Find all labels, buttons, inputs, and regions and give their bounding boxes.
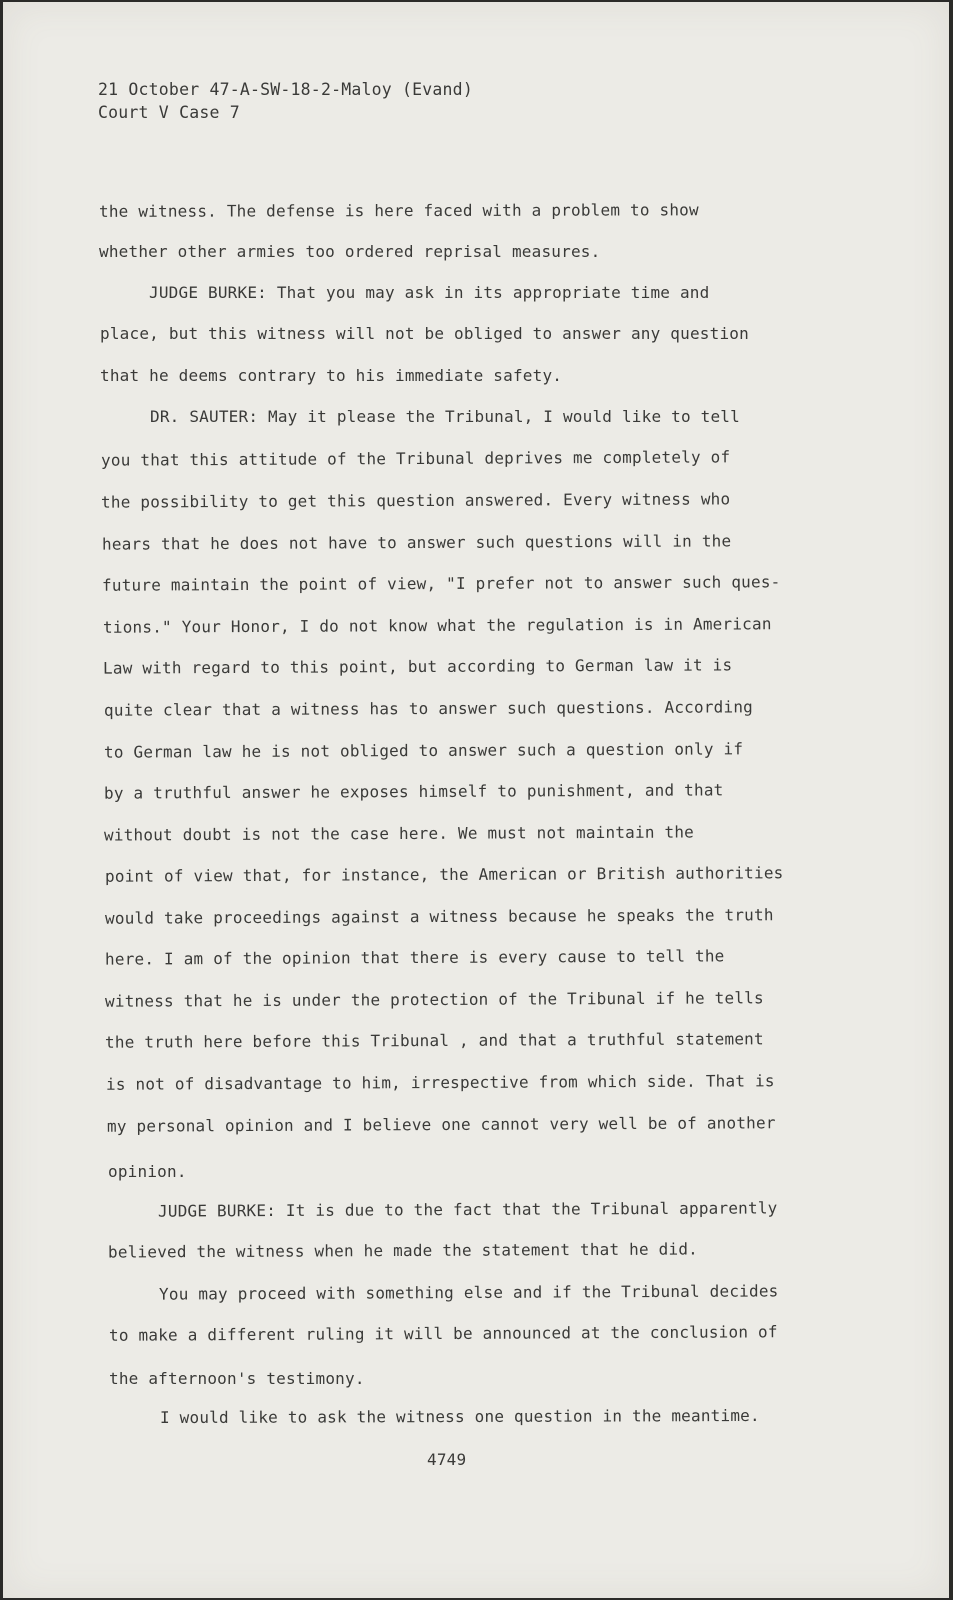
text-line-25: JUDGE BURKE: It is due to the fact that the Tribunal apparently [157, 1198, 778, 1221]
text-line-22: is not of disadvantage to him, irrespective from which side. That is [105, 1071, 775, 1094]
text-line-3: JUDGE BURKE: That you may ask in its appropriate time and [149, 283, 710, 302]
text-line-5: that he deems contrary to his immediate safety. [100, 366, 563, 385]
text-line-13: quite clear that a witness has to answer such questions. According [103, 697, 754, 720]
text-line-19: here. I am of the opinion that there is every cause to tell the [104, 946, 725, 969]
text-line-2: whether other armies too ordered reprisal measures. [99, 242, 601, 261]
text-line-16: without doubt is not the case here. We must not maintain the [103, 822, 695, 845]
text-line-1: the witness. The defense is here faced with a problem to show [98, 200, 699, 221]
text-line-15: by a truthful answer he exposes himself to punishment, and that [103, 780, 724, 803]
text-line-30: I would like to ask the witness one question in the meantime. [159, 1405, 760, 1428]
text-line-28: to make a different ruling it will be announced at the conclusion of [108, 1322, 778, 1345]
text-line-8: the possibility to get this question answered. Every witness who [100, 489, 731, 512]
header-court-case: Court V Case 7 [98, 103, 240, 122]
text-line-7: you that this attitude of the Tribunal deprives me completely of [100, 447, 731, 470]
text-line-21: the truth here before this Tribunal , and that a truthful statement [104, 1029, 764, 1052]
text-line-12: Law with regard to this point, but according to German law it is [102, 655, 733, 678]
text-line-9: hears that he does not have to answer such questions will in the [101, 531, 732, 554]
text-line-24: opinion. [108, 1162, 187, 1181]
document-page [3, 2, 949, 1598]
page-number: 4749 [427, 1450, 467, 1469]
text-line-26: believed the witness when he made the statement that he did. [107, 1239, 699, 1262]
text-line-14: to German law he is not obliged to answer such a question only if [103, 739, 744, 762]
text-line-17: point of view that, for instance, the American or British authorities [104, 863, 784, 886]
text-line-4: place, but this witness will not be obliged to answer any question [100, 324, 749, 343]
text-line-18: would take proceedings against a witness because he speaks the truth [104, 905, 774, 928]
text-line-27: You may proceed with something else and if the Tribunal decides [158, 1281, 779, 1304]
text-line-29: the afternoon's testimony. [109, 1369, 365, 1388]
text-line-11: tions." Your Honor, I do not know what the regulation is in American [102, 614, 772, 637]
text-line-6: DR. SAUTER: May it please the Tribunal, I would like to tell [150, 407, 740, 426]
text-line-20: witness that he is under the protection of the Tribunal if he tells [104, 988, 764, 1011]
text-line-23: my personal opinion and I believe one cannot very well be of another [106, 1113, 776, 1136]
header-date-reference: 21 October 47-A-SW-18-2-Maloy (Evand) [98, 80, 473, 99]
text-line-10: future maintain the point of view, "I prefer not to answer such ques- [101, 572, 781, 595]
